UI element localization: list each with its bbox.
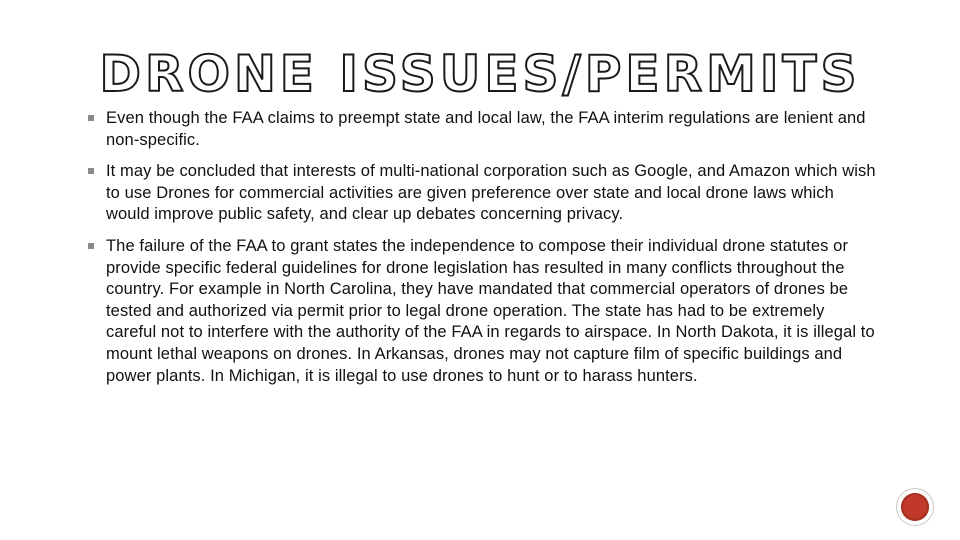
bullet-list (88, 108, 878, 397)
bullet-item (88, 108, 878, 151)
bullet-text: Even though the FAA claims to preempt state and local law, the FAA interim regulations are lenient and non-specific. (106, 109, 866, 149)
slide-number-badge (896, 488, 934, 526)
slide-title: DRONE ISSUES/PERMITS (99, 45, 861, 103)
slide-number (901, 493, 929, 521)
bullet-item (88, 236, 878, 387)
bullet-item (88, 161, 878, 226)
square-bullet-icon (88, 243, 94, 249)
square-bullet-icon (88, 168, 94, 174)
bullet-text: The failure of the FAA to grant states the independence to compose their individual drone statutes or provide specific federal guidelines for drone legislation has resulted in many conflicts throughout the country. For example in North Carolina, they have mandated that commercial operators of drones be tested and authorized via permit prior to legal drone operation. The state has had to be extremely careful not to interfere with the authority of the FAA in regards to airspace. In North Dakota, it is illegal to mount lethal weapons on drones. In Arkansas, drones may not capture film of specific buildings and power plants. In Michigan, it is illegal to use drones to hunt or to harass hunters. (106, 236, 875, 385)
square-bullet-icon (88, 115, 94, 121)
bullet-text: It may be concluded that interests of multi-national corporation such as Google, and Amazon which wish to use Drones for commercial activities are given preference over state and local drone laws which would improve public safety, and clear up debates concerning privacy. (106, 162, 876, 224)
